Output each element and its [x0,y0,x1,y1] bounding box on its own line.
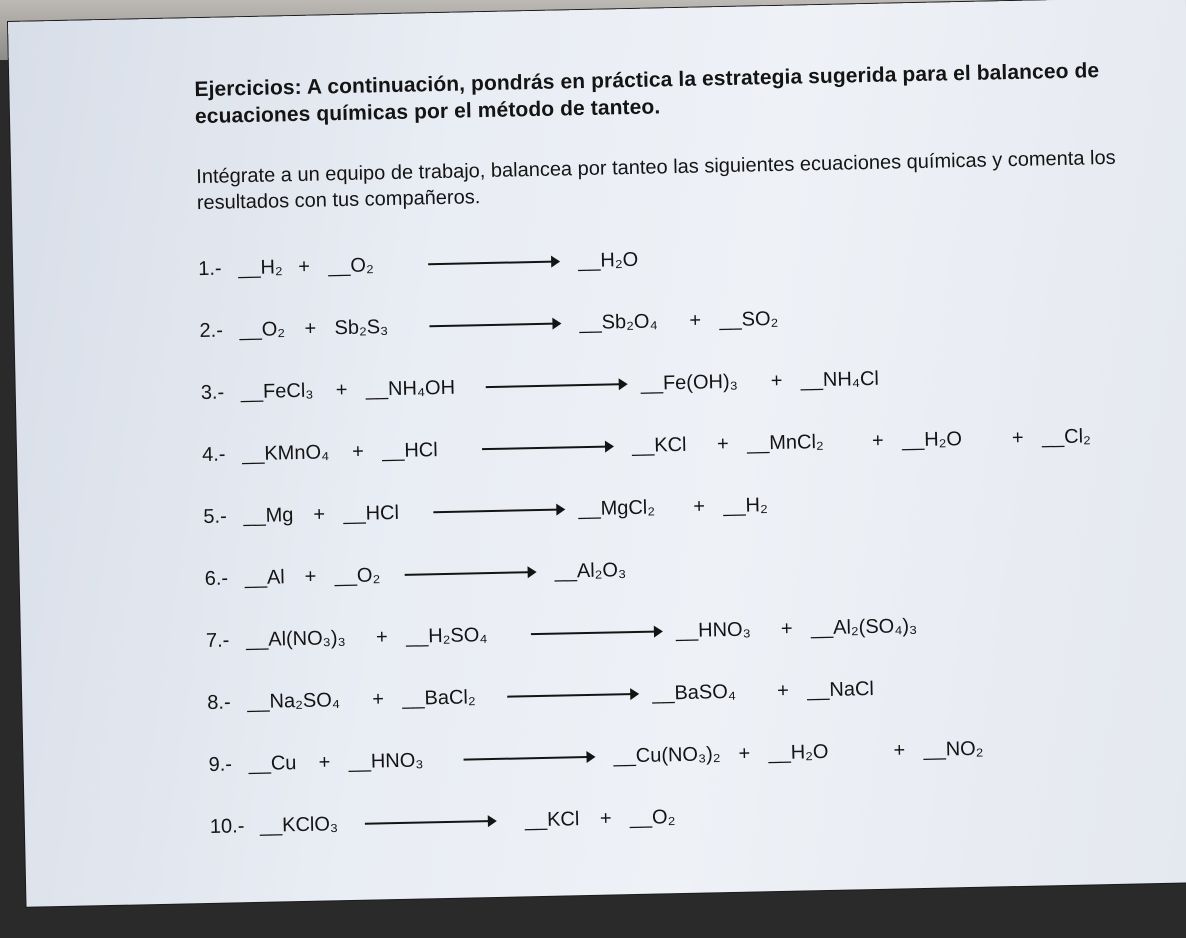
reaction-arrow-icon [433,508,563,513]
product[interactable]: __KCl [631,433,687,458]
product[interactable]: __Cl₂ [1041,425,1092,449]
reactant[interactable]: __Al(NO₃)₃ [245,627,346,652]
reaction-arrow-icon [429,323,559,328]
plus-sign: + [375,626,388,649]
plus-sign: + [304,317,317,340]
reactant[interactable]: __Al [244,566,285,590]
reactant[interactable]: __NH₄OH [365,376,456,401]
reaction-arrow-icon [405,571,535,576]
reactant[interactable]: __O₂ [327,254,374,278]
product[interactable]: __H₂ [723,494,768,518]
equation-number: 1.- [197,257,222,281]
plus-sign: + [716,433,729,456]
plus-sign: + [351,440,364,463]
reaction-arrow-icon [428,261,558,266]
reactant[interactable]: __Na₂SO₄ [247,689,341,714]
plus-sign: + [738,742,751,765]
equation-number: 2.- [199,319,224,343]
reactant[interactable]: __HCl [381,439,438,463]
plus-sign: + [304,565,317,588]
product[interactable]: __Cu(NO₃)₂ [613,743,721,768]
reactant[interactable]: Sb₂S₃ [334,316,389,340]
product[interactable]: __Al₂(SO₄)₃ [810,615,918,640]
reaction-arrow-icon [464,756,594,761]
equation-list [198,227,1131,866]
instructions: Intégrate a un equipo de trabajo, balancea por tanteo las siguientes ecuaciones químicas y comenta los resultados con tus compañeros. [196,146,1116,215]
product[interactable]: __Fe(OH)₃ [640,370,738,395]
product[interactable]: __O₂ [629,806,676,830]
plus-sign: + [780,617,793,640]
plus-sign: + [776,679,790,703]
plus-sign: + [693,495,706,518]
product[interactable]: __SO₂ [719,307,779,332]
equation-number: 4.- [201,443,226,467]
product[interactable]: __H₂O [768,740,829,765]
plus-sign: + [372,688,385,711]
reaction-arrow-icon [482,445,612,450]
worksheet-content [194,57,1130,866]
plus-sign: + [871,429,884,452]
plus-sign: + [770,369,783,393]
reactant[interactable]: __Mg [243,504,294,528]
equation-number: 10.- [209,815,245,838]
equation-number: 7.- [205,629,230,652]
product[interactable]: __Al₂O₃ [554,559,627,583]
plus-sign: + [1011,426,1024,450]
plus-sign: + [599,807,612,830]
equation-number: 5.- [203,505,227,529]
equation-number: 3.- [200,381,225,405]
product[interactable]: __MnCl₂ [746,431,824,455]
equation-number: 8.- [207,691,231,714]
reaction-arrow-icon [486,383,626,388]
product[interactable]: __H₂O [577,248,639,273]
product[interactable]: __Sb₂O₄ [579,310,658,335]
plus-sign: + [689,309,702,332]
reactant[interactable]: __O₂ [334,564,381,588]
reactant[interactable]: __H₂SO₄ [405,624,488,648]
plus-sign: + [335,378,348,402]
reactant[interactable]: __HCl [343,501,400,526]
plus-sign: + [297,255,311,278]
reaction-arrow-icon [365,820,495,825]
product[interactable]: __NO₂ [923,737,984,761]
equation-number: 9.- [208,753,233,776]
product[interactable]: __NaCl [806,678,875,702]
reactant[interactable]: __O₂ [239,318,286,342]
reaction-arrow-icon [507,693,637,698]
reactant[interactable]: __BaCl₂ [402,686,476,710]
product[interactable]: __HNO₃ [675,618,751,643]
equation-number: 6.- [204,567,229,591]
reactant[interactable]: __H₂ [237,256,283,280]
reactant[interactable]: __HNO₃ [348,749,424,774]
exercise-title: Ejercicios: A continuación, pondrás en práctica la estrategia sugerida para el balanceo de ecuaciones químicas por el método de tanteo. [194,59,1100,129]
plus-sign: + [893,739,906,762]
product[interactable]: __NH₄Cl [800,367,880,392]
product[interactable]: __KCl [524,808,580,832]
reactant[interactable]: __KMnO₄ [241,441,330,466]
reaction-arrow-icon [531,630,661,635]
plus-sign: + [313,503,326,526]
plus-sign: + [318,751,331,774]
reactant[interactable]: __Cu [248,752,297,776]
worksheet [8,0,1186,907]
product[interactable]: __H₂O [901,428,963,452]
reactant[interactable]: __FeCl₃ [240,379,314,404]
product[interactable]: __MgCl₂ [578,496,656,521]
reactant[interactable]: __KClO₃ [259,813,339,837]
product[interactable]: __BaSO₄ [651,680,737,705]
